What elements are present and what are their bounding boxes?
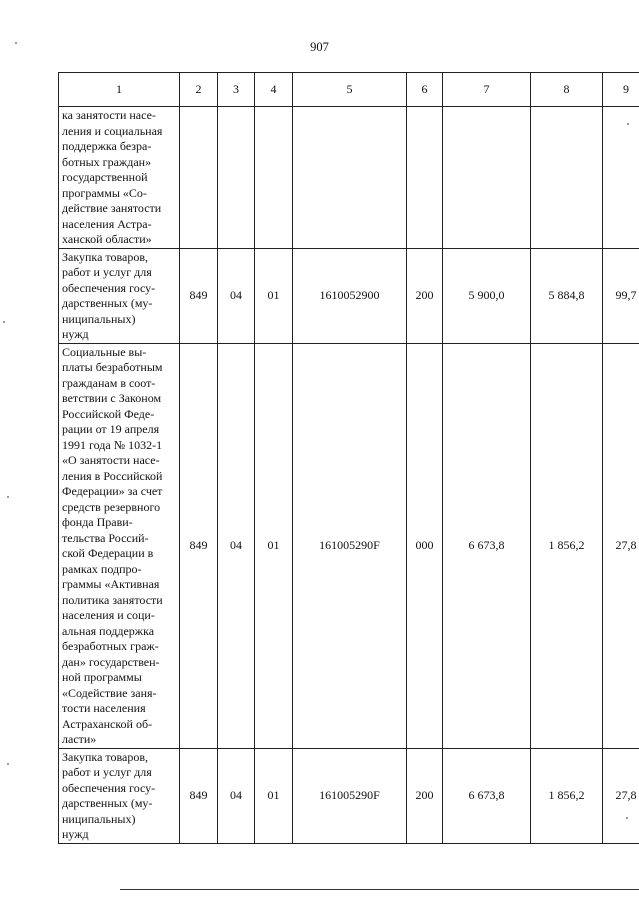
cell: 01 bbox=[255, 343, 293, 748]
cell: 27,8 bbox=[603, 343, 639, 748]
row-name-line: гражданам в соот- bbox=[62, 375, 156, 390]
row-name-line: программы «Со- bbox=[62, 185, 147, 200]
row-name-line: государственной bbox=[62, 170, 148, 184]
cell: 5 900,0 bbox=[443, 248, 531, 343]
scan-speck bbox=[626, 817, 628, 819]
header-cell: 8 bbox=[531, 73, 603, 107]
row-name-line: ниципальных) bbox=[62, 311, 136, 326]
cell: 200 bbox=[407, 748, 443, 843]
cell: 04 bbox=[218, 343, 255, 748]
cell: 1 856,2 bbox=[531, 748, 603, 843]
cell: 161005290F bbox=[293, 748, 407, 843]
row-name-line: ления и социальная bbox=[62, 123, 163, 138]
row-name-line: населения и соци- bbox=[62, 608, 155, 622]
row-name-line: ной программы bbox=[62, 670, 142, 684]
header-cell: 3 bbox=[218, 73, 255, 107]
row-name-line: тости населения bbox=[62, 701, 146, 715]
row-name-line: средств резервного bbox=[62, 499, 161, 514]
cell: 6 673,8 bbox=[443, 748, 531, 843]
row-name-line: дан» государствен- bbox=[62, 654, 160, 669]
cell: 161005290F bbox=[293, 343, 407, 748]
row-name-line: фонда Прави- bbox=[62, 515, 133, 529]
header-cell: 4 bbox=[255, 73, 293, 107]
header-cell: 1 bbox=[59, 73, 180, 107]
scan-speck bbox=[7, 763, 9, 765]
row-name-line: альная поддержка bbox=[62, 623, 155, 638]
row-name-line: Федерации» за счет bbox=[62, 484, 163, 498]
cell: 04 bbox=[218, 748, 255, 843]
row-name-line: населения Астра- bbox=[62, 216, 152, 231]
header-cell: 7 bbox=[443, 73, 531, 107]
cell: 01 bbox=[255, 748, 293, 843]
row-name-line: «О занятости насе- bbox=[62, 453, 160, 467]
row-name-line: Закупка товаров, bbox=[62, 249, 148, 264]
cell: 27,8 bbox=[603, 748, 639, 843]
row-name-line: работ и услуг для bbox=[62, 765, 152, 779]
header-cell: 9 bbox=[603, 73, 639, 107]
row-name-line: рации от 19 апреля bbox=[62, 422, 160, 436]
row-name-line: действие занятости bbox=[62, 201, 162, 215]
scan-speck bbox=[7, 496, 9, 498]
header-cell: 2 bbox=[180, 73, 218, 107]
row-name-line: Закупка товаров, bbox=[62, 749, 148, 764]
page-number: 907 bbox=[310, 40, 329, 54]
cell: 04 bbox=[218, 248, 255, 343]
cell: 1 856,2 bbox=[531, 343, 603, 748]
row-name-line: Астраханской об- bbox=[62, 716, 153, 731]
cell: 200 bbox=[407, 248, 443, 343]
header-cell: 5 bbox=[293, 73, 407, 107]
row-name-line: платы безработным bbox=[62, 360, 163, 374]
row-name-line: безработных граж- bbox=[62, 639, 159, 653]
row-name-line: рамках подпро- bbox=[62, 561, 142, 576]
row-name-line: ханской области» bbox=[62, 232, 152, 246]
row-name-line: ботных граждан» bbox=[62, 154, 152, 169]
cell: 5 884,8 bbox=[531, 248, 603, 343]
row-name-line: политика занятости bbox=[62, 592, 163, 607]
row-name-line: тельства Россий- bbox=[62, 530, 149, 545]
cell: 1610052900 bbox=[293, 248, 407, 343]
row-name-line: «Содействие заня- bbox=[62, 685, 157, 700]
row-name-line: работ и услуг для bbox=[62, 265, 152, 279]
cell: 000 bbox=[407, 343, 443, 748]
row-name-line: ласти» bbox=[62, 732, 97, 746]
cell: 01 bbox=[255, 248, 293, 343]
scan-speck bbox=[15, 42, 17, 44]
scan-speck bbox=[627, 123, 629, 125]
row-name-line: Российской Феде- bbox=[62, 406, 155, 421]
row-name-line: Социальные вы- bbox=[62, 344, 147, 359]
row-name-line: нужд bbox=[62, 827, 89, 841]
row-name-line: дарственных (му- bbox=[62, 296, 153, 310]
cell: 99,7 bbox=[603, 248, 639, 343]
row-name-line: обеспечения госу- bbox=[62, 280, 156, 295]
row-name-line: граммы «Активная bbox=[62, 577, 160, 591]
row-name-line: обеспечения госу- bbox=[62, 780, 156, 795]
row-name-line: поддержка безра- bbox=[62, 139, 152, 153]
row-name-line: ской Федерации в bbox=[62, 546, 154, 560]
row-name-line: дарственных (му- bbox=[62, 796, 153, 810]
row-name-line: ниципальных) bbox=[62, 811, 136, 826]
header-cell: 6 bbox=[407, 73, 443, 107]
row-name-line: нужд bbox=[62, 327, 89, 341]
cell: 849 bbox=[180, 248, 218, 343]
row-name-line: 1991 года № 1032-1 bbox=[62, 437, 163, 452]
row-name-line: ка занятости насе- bbox=[62, 108, 156, 122]
cell: 6 673,8 bbox=[443, 343, 531, 748]
row-name-line: ления в Российской bbox=[62, 468, 163, 483]
scan-speck bbox=[3, 321, 5, 323]
cell: 849 bbox=[180, 343, 218, 748]
row-name-line: ветствии с Законом bbox=[62, 391, 162, 405]
cell: 849 bbox=[180, 748, 218, 843]
